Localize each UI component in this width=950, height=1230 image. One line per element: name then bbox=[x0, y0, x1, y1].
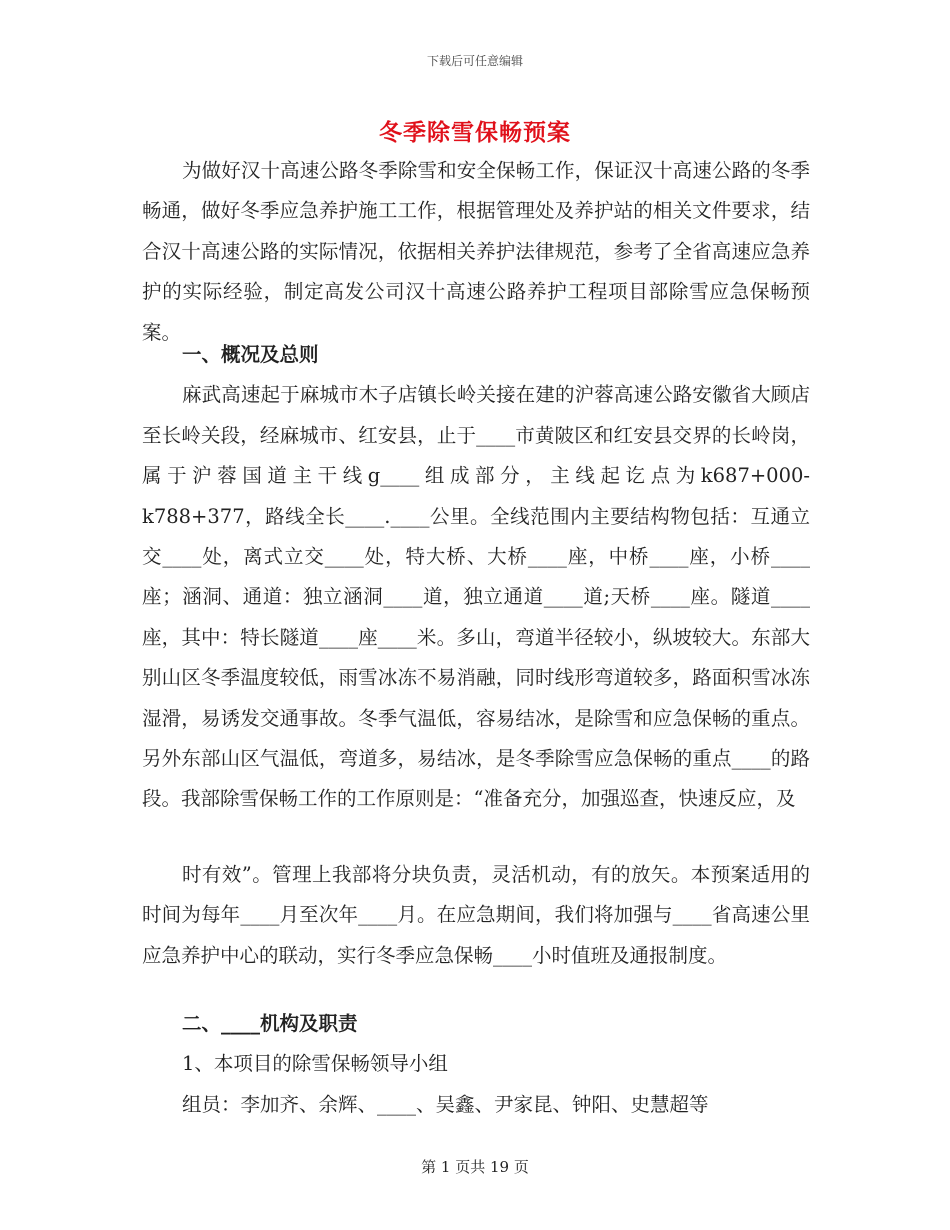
document-title: 冬季除雪保畅预案 bbox=[379, 119, 571, 146]
section-1-paragraph-continued: 时有效”。管理上我部将分块负责，灵活机动，有的放矢。本预案适用的时间为每年____月至次年____月。在应急期间，我们将加强与____省高速公里应急养护中心的联动，实行冬季应急保畅____小时值班及通报制度。 bbox=[142, 863, 810, 967]
intro-paragraph: 为做好汉十高速公路冬季除雪和安全保畅工作，保证汉十高速公路的冬季畅通，做好冬季应急养护施工工作，根据管理处及养护站的相关文件要求，结合汉十高速公路的实际情况，依据相关养护法律规范，参考了全省高速应急养护的实际经验，制定高发公司汉十高速公路养护工程项目部除雪应急保畅预案。 bbox=[142, 159, 810, 344]
section-2-members: 组员：李加齐、余辉、____、吴鑫、尹家昆、钟阳、史慧超等 bbox=[182, 1092, 709, 1116]
section-1-block bbox=[142, 335, 810, 820]
section-2-block bbox=[142, 1004, 810, 1125]
section-2-item-1: 1、本项目的除雪保畅领导小组 bbox=[182, 1052, 448, 1076]
page-footer: 第 1 页共 19 页 bbox=[421, 1158, 529, 1176]
section-1-continuation-block bbox=[142, 855, 810, 976]
page-header: 下载后可任意编辑 bbox=[426, 54, 523, 68]
intro-block bbox=[142, 151, 810, 353]
section-2-heading: 二、____机构及职责 bbox=[182, 1012, 358, 1035]
section-1-heading: 一、概况及总则 bbox=[182, 343, 319, 366]
section-1-paragraph: 麻武高速起于麻城市木子店镇长岭关接在建的沪蓉高速公路安徽省大顾店至长岭关段，经麻城市、红安县，止于____市黄陂区和红安县交界的长岭岗，属于沪蓉国道主干线g____组成部分，主线起讫点为k687+000-k788+377，路线全长____.____公里。全线范围内主要结构物包括：互通立交____处，离式立交____处，特大桥、大桥____座，中桥____座，小桥____座；涵洞、通道：独立涵洞____道，独立通道____道;天桥____座。隧道____座，其中：特长隧道____座____米。多山，弯道半径较小，纵坡较大。东部大别山区冬季温度较低，雨雪冰冻不易消融，同时线形弯道较多，路面积雪冰冻湿滑，易诱发交通事故。冬季气温低，容易结冰，是除雪和应急保畅的重点。另外东部山区气温低，弯道多，易结冰，是冬季除雪应急保畅的重点____的路段。我部除雪保畅工作的工作原则是：“准备充分，加强巡查，快速反应，及 bbox=[142, 383, 810, 811]
